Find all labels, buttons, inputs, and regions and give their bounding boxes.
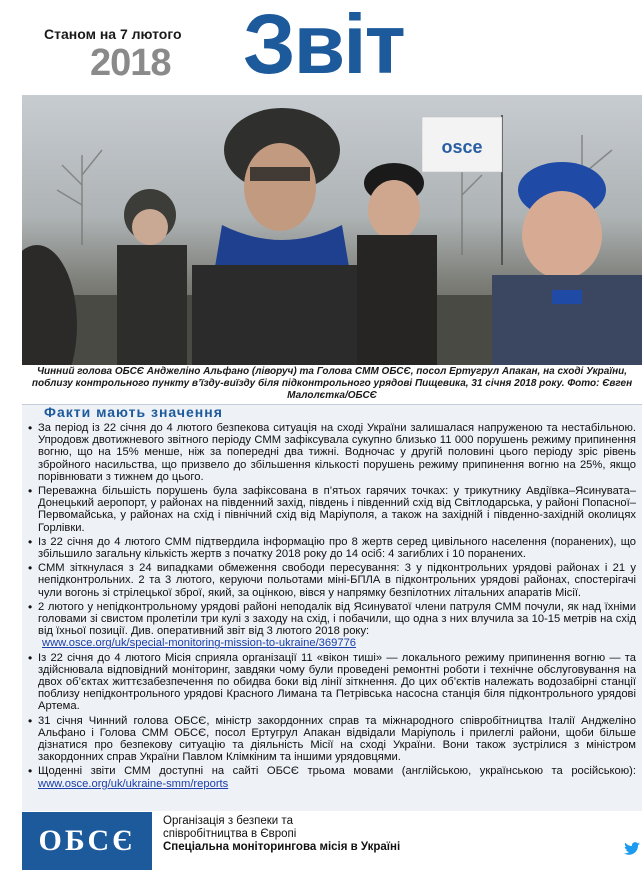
facts-list bbox=[28, 422, 636, 792]
org-line-1: Організація з безпеки та bbox=[163, 815, 293, 827]
report-title: Звіт bbox=[243, 0, 404, 91]
cover-photo bbox=[22, 95, 642, 365]
footer bbox=[22, 812, 642, 894]
as-of-date: Станом на 7 лютого bbox=[44, 26, 182, 42]
report-year: 2018 bbox=[90, 42, 171, 84]
facts-title: Факти мають значення bbox=[44, 404, 223, 420]
fact-item: • 31 січня Чинний голова ОБСЄ, міністр закордонних справ та міжнародного співробітництва Італії Анджеліно Альфано і Голова СММ ОБСЄ, посол Ертугрул Апакан відвідали Маріуполь і прилеглі райони, щоби більше дізнатися про безпекову ситуацію та діяльність Місії на сході України. Вони також зустрілися з міністром закордонних справ України Павлом Клімкіним та іншими урядовцями. bbox=[28, 715, 636, 764]
oper-report-link[interactable]: www.osce.org/uk/special-monitoring-mission-to-ukraine/369776 bbox=[42, 637, 357, 650]
fact-item: • 2 лютого у непідконтрольному урядові районі неподалік від Ясинуватої члени патруля СММ почули, як над їхніми головами зі свистом пролетіли три кулі з заходу на схід, і побачили, що одна з них влучила за 10-15 метрів на схід від їхньої позиції. Див. оперативний звіт від 3 лютого 2018 року: www.osce.org/uk/special-monitoring-mission-to-ukraine/369776 bbox=[28, 601, 636, 650]
photo-caption: Чинний голова ОБСЄ Анджеліно Альфано (ліворуч) та Голова СММ ОБСЄ, посол Ертугрул Апакан, на сході України, поблизу контрольного пункту в’їзду-виїзду біля підконтрольного урядові Пищевика, 31 січня 2018 року. Фото: Євген Малолєтка/ОБСЄ bbox=[31, 366, 633, 401]
org-line-2: співробітництва в Європі bbox=[163, 828, 297, 840]
daily-reports-link[interactable]: www.osce.org/uk/ukraine-smm/reports bbox=[38, 777, 229, 790]
fact-item: • За період із 22 січня до 4 лютого безпекова ситуація на сході України залишалася напруженою та нестабільною. Упродовж двотижневого звітного періоду СММ зафіксувала сукупно близько 11 000 порушень режиму припинення вогню, що на 15% менше, ніж за попередні два тижні. Водночас у другій половині цього періоду зріс рівень збройного насильства, що призвело до збільшення кількості порушень режиму припинення вогню на 25%, якщо порівнювати з тижнем до цього. bbox=[28, 422, 636, 483]
cover-photo-illustration bbox=[22, 95, 642, 365]
organization-name bbox=[163, 815, 400, 854]
fact-item: • Щоденні звіти СММ доступні на сайті ОБСЄ трьома мовами (англійською, українською та російською): www.osce.org/uk/ukraine-smm/reports bbox=[28, 765, 636, 789]
report-header bbox=[0, 0, 642, 98]
fact-item: • Із 22 січня до 4 лютого СММ підтвердила інформацію про 8 жертв серед цивільного населення (поранених), що збільшило загальну кількість жертв з початку 2018 року до 14 осіб: 4 загиблих і 10 поранених. bbox=[28, 536, 636, 560]
fact-item: • СММ зіткнулася з 24 випадками обмеження свободи пересування: 3 у підконтрольних урядові районах і 21 у непідконтрольних. 2 та 3 лютого, керуючи польотами міні-БПЛА в підконтрольних урядові районах, спостерігачі чули вогонь зі стрілецької зброї, який, за оцінкою, вівся у напрямку безпілотних літальних апаратів Місії. bbox=[28, 562, 636, 599]
fact-item: • Переважна більшість порушень була зафіксована в п’ятьох гарячих точках: у трикутнику Авдіївка–Ясинувата–Донецький аеропорт, у районах на південний захід, південь і південний схід від Світлодарськa, у районі Попасної–Первомайськa, у районах на схід і північний схід від Маріуполя, а також на західній і південно-західній околицях Горлівки. bbox=[28, 485, 636, 534]
flag-osce-text: osce bbox=[441, 137, 483, 157]
twitter-icon[interactable] bbox=[624, 842, 640, 856]
osce-logo: ОБСЄ bbox=[22, 812, 152, 870]
org-line-3: Спеціальна моніторингова місія в Україні bbox=[163, 841, 401, 853]
fact-item: • Із 22 січня до 4 лютого Місія сприяла організації 11 «вікон тиші» — локального режиму припинення вогню — та здійснювала відповідний моніторинг, завдяки чому були проведені ремонтні роботи і технічне обслуговування на двох об’єктах життєзабезпечення по обидва боки від лінії зіткнення. До цих об’єктів належать водозабірні станції поблизу непідконтрольного урядові Красного Лимана та Петрівська насосна станція біля підконтрольного урядові Артема. bbox=[28, 652, 636, 713]
